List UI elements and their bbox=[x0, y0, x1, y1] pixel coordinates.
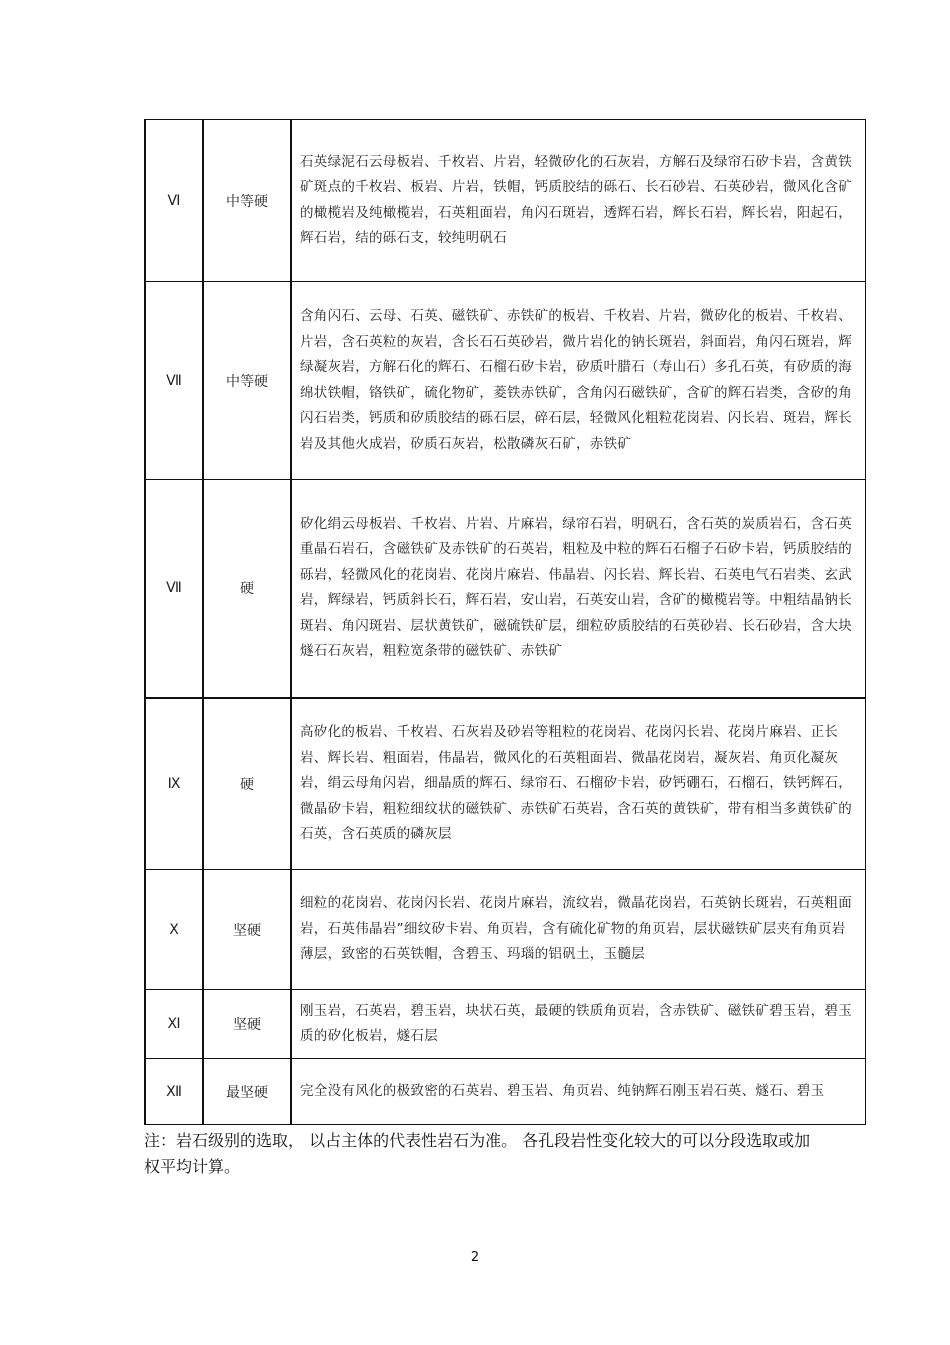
grade-cell: Ⅺ bbox=[145, 990, 203, 1059]
description-cell: 刚玉岩，石英岩，碧玉岩，块状石英，最硬的铁质角页岩，含赤铁矿、磁铁矿碧玉岩，碧玉质的矽化板岩，燧石层 bbox=[291, 990, 866, 1059]
grade-cell: Ⅶ bbox=[145, 480, 203, 698]
page-number: 2 bbox=[470, 1250, 480, 1265]
description-cell: 细粒的花岗岩、花岗闪长岩、花岗片麻岩，流纹岩，微晶花岗岩，石英钠长斑岩，石英粗面岩，石英伟晶岩”细纹矽卡岩、角页岩，含有硫化矿物的角页岩，层状磁铁矿层夹有角页岩薄层，致密的石英铁帽，含碧玉、玛瑙的铝矾土，玉髓层 bbox=[291, 870, 866, 990]
hardness-cell: 硬 bbox=[203, 480, 291, 698]
table-row bbox=[145, 120, 866, 282]
grade-cell: Ⅻ bbox=[145, 1059, 203, 1125]
description-cell: 含角闪石、云母、石英、磁铁矿、赤铁矿的板岩、千枚岩、片岩，微矽化的板岩、千枚岩、片岩，含石英粒的灰岩，含长石石英砂岩，微片岩化的钠长斑岩，斜面岩，角闪石斑岩，辉绿凝灰岩，方解石化的辉石、石榴石矽卡岩，矽质叶腊石（寿山石）多孔石英，有矽质的海绵状铁帽，铬铁矿，硫化物矿，菱铁赤铁矿，含角闪石磁铁矿，含矿的辉石岩类，含矽的角闪石岩类，钙质和矽质胶结的砾石层，碎石层，轻微风化粗粒花岗岩、闪长岩、斑岩，辉长岩及其他火成岩，矽质石灰岩，松散磷灰石矿，赤铁矿 bbox=[291, 282, 866, 480]
hardness-cell: 坚硬 bbox=[203, 870, 291, 990]
grade-cell: Ⅸ bbox=[145, 698, 203, 870]
hardness-cell: 坚硬 bbox=[203, 990, 291, 1059]
hardness-cell: 中等硬 bbox=[203, 282, 291, 480]
grade-cell: Ⅵ bbox=[145, 120, 203, 282]
description-cell: 石英绿泥石云母板岩、千枚岩、片岩，轻微矽化的石灰岩，方解石及绿帘石矽卡岩，含黄铁矿斑点的千枚岩、板岩、片岩，铁帽，钙质胶结的砾石、长石砂岩、石英砂岩，微风化含矿的橄榄岩及纯橄榄岩，石英粗面岩，角闪石斑岩，透辉石岩，辉长石岩，辉长岩，阳起石，辉石岩，结的砾石支，较纯明矾石 bbox=[291, 120, 866, 282]
description-cell: 完全没有风化的极致密的石英岩、碧玉岩、角页岩、纯钠辉石刚玉岩石英、燧石、碧玉 bbox=[291, 1059, 866, 1125]
table-row bbox=[145, 698, 866, 870]
grade-cell: Ⅹ bbox=[145, 870, 203, 990]
table-row bbox=[145, 480, 866, 698]
description-cell: 高矽化的板岩、千枚岩、石灰岩及砂岩等粗粒的花岗岩、花岗闪长岩、花岗片麻岩、正长岩、辉长岩、粗面岩，伟晶岩，微风化的石英粗面岩、微晶花岗岩，凝灰岩、角页化凝灰岩，绢云母角闪岩，细晶质的辉石、绿帘石、石榴矽卡岩，矽钙硼石，石榴石，铁钙辉石，微晶矽卡岩，粗粒细纹状的磁铁矿、赤铁矿石英岩，含石英的黄铁矿，带有相当多黄铁矿的石英，含石英质的磷灰层 bbox=[291, 698, 866, 870]
description-cell: 矽化绢云母板岩、千枚岩、片岩、片麻岩，绿帘石岩，明矾石，含石英的炭质岩石，含石英重晶石岩石，含磁铁矿及赤铁矿的石英岩，粗粒及中粒的辉石石榴子石矽卡岩，钙质胶结的砾岩，轻微风化的花岗岩、花岗片麻岩、伟晶岩、闪长岩、辉长岩、石英电气石岩类、玄武岩，辉绿岩，钙质斜长石，辉石岩，安山岩，石英安山岩，含矿的橄榄岩等。中粗结晶钠长斑岩、角闪斑岩、层状黄铁矿，磁硫铁矿层，细粒矽质胶结的石英砂岩、长石砂岩，含大块燧石石灰岩，粗粒宽条带的磁铁矿、赤铁矿 bbox=[291, 480, 866, 698]
grade-cell: Ⅶ bbox=[145, 282, 203, 480]
hardness-cell: 中等硬 bbox=[203, 120, 291, 282]
rock-grade-table bbox=[144, 119, 866, 1125]
hardness-cell: 最坚硬 bbox=[203, 1059, 291, 1125]
table-row bbox=[145, 1059, 866, 1125]
footnote: 注：岩石级别的选取， 以占主体的代表性岩石为准。 各孔段岩性变化较大的可以分段选取或加权平均计算。 bbox=[144, 1131, 811, 1176]
table-row bbox=[145, 870, 866, 990]
hardness-cell: 硬 bbox=[203, 698, 291, 870]
table-row bbox=[145, 990, 866, 1059]
table-row bbox=[145, 282, 866, 480]
